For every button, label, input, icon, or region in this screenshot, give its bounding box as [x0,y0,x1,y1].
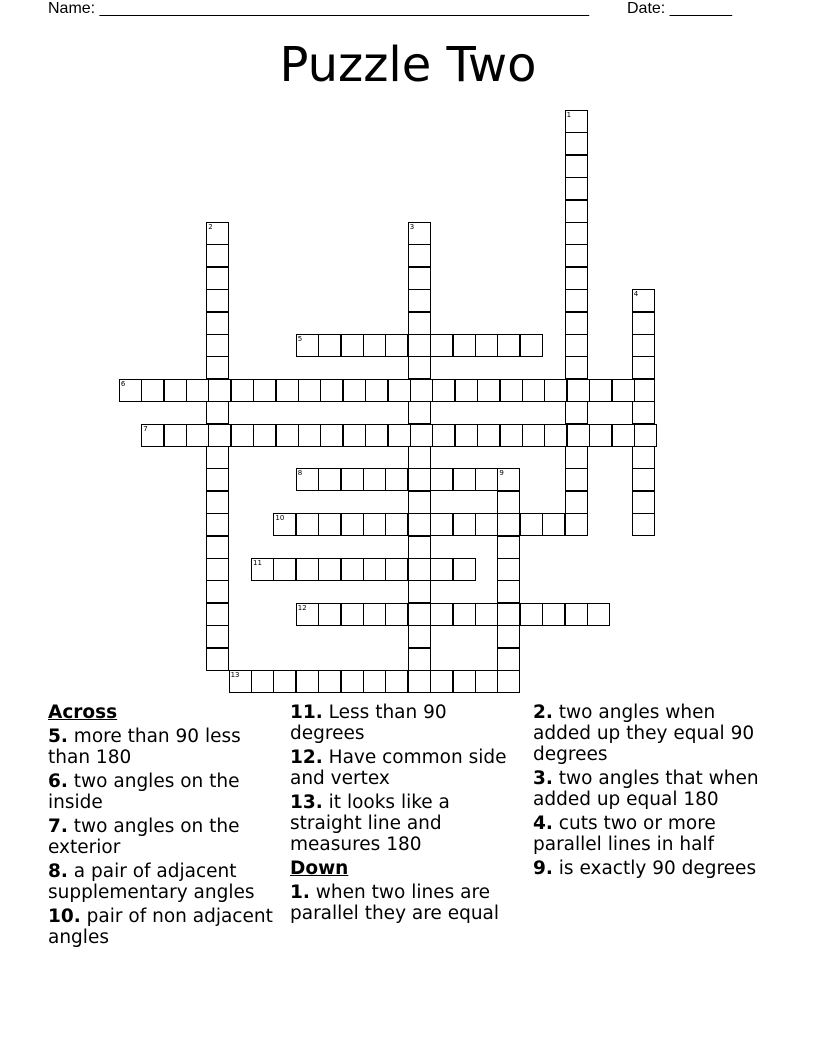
crossword-cell[interactable] [408,513,431,536]
crossword-cell[interactable] [408,491,431,514]
crossword-cell[interactable] [385,468,408,491]
crossword-cell[interactable] [497,558,520,581]
clue-text: when two lines are parallel they are equal [290,882,500,924]
crossword-cell[interactable] [231,379,254,402]
crossword-cell[interactable] [206,446,229,469]
crossword-cell[interactable] [410,424,433,447]
crossword-cell[interactable] [497,670,520,693]
clue-text: two angles that when added up equal 180 [533,768,759,810]
clue-down-1 [290,882,522,924]
crossword-cell[interactable] [206,222,229,245]
clue-across-7 [48,816,278,858]
clue-text: cuts two or more parallel lines in half [533,813,716,855]
crossword-cell[interactable] [453,558,476,581]
crossword-cell[interactable] [497,648,520,671]
crossword-cell[interactable] [363,513,386,536]
crossword-cell[interactable] [430,334,453,357]
crossword-cell[interactable] [206,289,229,312]
cell-number: 2 [208,223,213,231]
clue-down-4 [533,813,773,855]
crossword-cell[interactable] [408,580,431,603]
clue-across-6 [48,771,278,813]
crossword-cell[interactable] [408,267,431,290]
crossword-cell[interactable] [318,603,341,626]
crossword-cell[interactable] [296,670,319,693]
clue-across-10 [48,906,278,948]
crossword-cell[interactable] [612,379,635,402]
crossword-cell[interactable] [206,603,229,626]
clue-number: 7. [48,816,68,837]
crossword-cell[interactable] [296,334,319,357]
crossword-cell[interactable] [251,558,274,581]
crossword-cell[interactable] [164,379,187,402]
clue-number: 3. [533,768,553,789]
crossword-cell[interactable] [408,625,431,648]
crossword-cell[interactable] [296,513,319,536]
crossword-cell[interactable] [632,289,655,312]
crossword-cell[interactable] [343,424,366,447]
clue-across-13 [290,792,522,855]
crossword-cell[interactable] [318,670,341,693]
crossword-cell[interactable] [343,379,366,402]
crossword-cell[interactable] [296,558,319,581]
crossword-cell[interactable] [408,222,431,245]
crossword-cell[interactable] [475,513,498,536]
crossword-cell[interactable] [408,244,431,267]
crossword-cell[interactable] [318,334,341,357]
crossword-cell[interactable] [565,468,588,491]
crossword-cell[interactable] [141,379,164,402]
crossword-cell[interactable] [341,513,364,536]
crossword-cell[interactable] [385,670,408,693]
clue-text: two angles when added up they equal 90 degrees [533,702,755,765]
cell-number: 1 [566,111,572,119]
crossword-cell[interactable] [385,603,408,626]
crossword-cell[interactable] [388,424,411,447]
crossword-cell[interactable] [318,513,341,536]
crossword-cell[interactable] [408,401,431,424]
crossword-cell[interactable] [453,334,476,357]
crossword-cell[interactable] [632,513,655,536]
crossword-cell[interactable] [206,334,229,357]
crossword-cell[interactable] [206,625,229,648]
cell-number: 8 [297,469,303,478]
clue-text: more than 90 less than 180 [48,726,241,768]
crossword-cell[interactable] [430,603,453,626]
crossword-cell[interactable] [632,468,655,491]
crossword-cell[interactable] [365,379,388,402]
clues-column-2 [290,702,522,927]
clue-number: 2. [533,702,553,723]
crossword-cell[interactable] [565,132,588,155]
crossword-cell[interactable] [632,446,655,469]
down-heading: Down [290,858,349,879]
clue-text: two angles on the inside [48,771,240,813]
crossword-cell[interactable] [206,580,229,603]
clue-text: it looks like a straight line and measures 180 [290,792,450,855]
crossword-cell[interactable] [408,446,431,469]
crossword-cell[interactable] [298,424,321,447]
clue-down-2 [533,702,773,765]
crossword-cell[interactable] [565,334,588,357]
crossword-cell[interactable] [500,424,523,447]
clue-across-11 [290,702,522,744]
crossword-cell[interactable] [522,379,545,402]
crossword-cell[interactable] [341,334,364,357]
crossword-cell[interactable] [565,289,588,312]
crossword-cell[interactable] [408,289,431,312]
crossword-cell[interactable] [408,356,431,379]
crossword-cell[interactable] [632,334,655,357]
crossword-cell[interactable] [477,379,500,402]
name-label: Name: _______________________________________________________ [48,0,589,17]
clue-number: 11. [290,702,323,723]
crossword-cell[interactable] [520,334,543,357]
crossword-cell[interactable] [565,200,588,223]
clue-text: is exactly 90 degrees [558,858,757,879]
clue-number: 1. [290,882,310,903]
crossword-cell[interactable] [276,424,299,447]
cell-number: 3 [409,223,415,231]
crossword-cell[interactable] [453,468,476,491]
crossword-cell[interactable] [296,603,319,626]
crossword-cell[interactable] [565,356,588,379]
crossword-cell[interactable] [430,670,453,693]
crossword-cell[interactable] [206,267,229,290]
crossword-cell[interactable] [477,424,500,447]
crossword-cell[interactable] [542,603,565,626]
clues-column-1 [48,702,278,951]
crossword-cell[interactable] [208,424,231,447]
across-heading: Across [48,702,118,723]
crossword-cell[interactable] [385,558,408,581]
crossword-cell[interactable] [475,603,498,626]
crossword-cell[interactable] [432,379,455,402]
crossword-cell[interactable] [186,424,209,447]
crossword-cell[interactable] [565,222,588,245]
crossword-cell[interactable] [497,580,520,603]
cell-number: 11 [253,559,262,567]
crossword-cell[interactable] [363,334,386,357]
crossword-cell[interactable] [544,424,567,447]
crossword-cell[interactable] [273,513,296,536]
crossword-cell[interactable] [186,379,209,402]
crossword-cell[interactable] [408,648,431,671]
crossword-cell[interactable] [589,424,612,447]
crossword-cell[interactable] [296,468,319,491]
crossword-cell[interactable] [408,312,431,335]
crossword-cell[interactable] [388,379,411,402]
crossword-cell[interactable] [475,468,498,491]
crossword-cell[interactable] [341,670,364,693]
crossword-cell[interactable] [363,670,386,693]
cell-number: 5 [297,335,303,343]
crossword-cell[interactable] [365,424,388,447]
crossword-cell[interactable] [408,558,431,581]
cell-number: 12 [297,603,307,612]
cell-number: 4 [633,290,639,299]
crossword-cell[interactable] [276,379,299,402]
crossword-cell[interactable] [430,513,453,536]
puzzle-title: Puzzle Two [279,37,537,93]
cell-number: 7 [143,424,148,433]
crossword-cell[interactable] [632,401,655,424]
crossword-cell[interactable] [567,424,590,447]
crossword-cell[interactable] [430,468,453,491]
crossword-cell[interactable] [430,558,453,581]
crossword-cell[interactable] [229,670,252,693]
crossword-cell[interactable] [455,424,478,447]
crossword-cell[interactable] [453,603,476,626]
crossword-cell[interactable] [318,468,341,491]
crossword-cell[interactable] [206,312,229,335]
crossword-cell[interactable] [208,379,231,402]
crossword-cell[interactable] [408,468,431,491]
crossword-cell[interactable] [206,356,229,379]
crossword-cell[interactable] [253,424,276,447]
clue-text: Less than 90 degrees [290,702,447,744]
crossword-cell[interactable] [565,513,588,536]
clue-text: pair of non adjacent angles [48,906,273,948]
clue-number: 8. [48,861,68,882]
crossword-cell[interactable] [363,558,386,581]
cell-number: 6 [120,379,126,388]
crossword-cell[interactable] [632,356,655,379]
crossword-cell[interactable] [408,603,431,626]
crossword-cell[interactable] [565,244,588,267]
crossword-cell[interactable] [341,603,364,626]
crossword-cell[interactable] [475,670,498,693]
clue-number: 12. [290,747,323,768]
crossword-cell[interactable] [320,379,343,402]
crossword-cell[interactable] [567,379,590,402]
clue-down-3 [533,768,773,810]
crossword-cell[interactable] [341,468,364,491]
clue-number: 10. [48,906,81,927]
crossword-cell[interactable] [385,513,408,536]
cell-number: 13 [230,671,240,679]
crossword-cell[interactable] [522,424,545,447]
crossword-cell[interactable] [273,558,296,581]
crossword-cell[interactable] [497,513,520,536]
crossword-cell[interactable] [206,648,229,671]
crossword-cell[interactable] [206,558,229,581]
crossword-cell[interactable] [565,177,588,200]
crossword-cell[interactable] [565,155,588,178]
crossword-cell[interactable] [273,670,296,693]
crossword-cell[interactable] [453,513,476,536]
crossword-cell[interactable] [520,603,543,626]
clue-text: two angles on the exterior [48,816,240,858]
crossword-cell[interactable] [497,334,520,357]
crossword-cell[interactable] [565,603,588,626]
crossword-cell[interactable] [632,312,655,335]
crossword-cell[interactable] [251,670,274,693]
clues-column-3 [533,702,773,882]
crossword-cell[interactable] [231,424,254,447]
clue-text: a pair of adjacent supplementary angles [48,861,255,903]
crossword-cell[interactable] [432,424,455,447]
crossword-cell[interactable] [341,558,364,581]
crossword-cell[interactable] [206,244,229,267]
crossword-cell[interactable] [453,670,476,693]
crossword-cell[interactable] [206,536,229,559]
crossword-cell[interactable] [565,110,588,133]
crossword-cell[interactable] [589,379,612,402]
crossword-cell[interactable] [320,424,343,447]
crossword-cell[interactable] [119,379,142,402]
crossword-cell[interactable] [632,491,655,514]
crossword-cell[interactable] [385,334,408,357]
clue-number: 4. [533,813,553,834]
clue-across-12 [290,747,522,789]
crossword-cell[interactable] [363,603,386,626]
crossword-cell[interactable] [497,536,520,559]
crossword-cell[interactable] [206,513,229,536]
crossword-cell[interactable] [298,379,321,402]
crossword-cell[interactable] [632,379,655,402]
crossword-cell[interactable] [544,379,567,402]
clue-across-5 [48,726,278,768]
crossword-cell[interactable] [475,334,498,357]
date-label: Date: _______ [627,0,732,17]
clue-number: 5. [48,726,68,747]
crossword-cell[interactable] [565,401,588,424]
crossword-cell[interactable] [587,603,610,626]
clue-text: Have common side and vertex [290,747,507,789]
crossword-cell[interactable] [206,491,229,514]
clue-number: 13. [290,792,323,813]
crossword-cell[interactable] [318,558,341,581]
clue-number: 6. [48,771,68,792]
crossword-cell[interactable] [497,468,520,491]
crossword-cell[interactable] [164,424,187,447]
crossword-cell[interactable] [612,424,635,447]
crossword-cell[interactable] [410,379,433,402]
crossword-cell[interactable] [565,312,588,335]
clue-down-9 [533,858,773,879]
crossword-cell[interactable] [253,379,276,402]
crossword-cell[interactable] [455,379,478,402]
crossword-cell[interactable] [500,379,523,402]
crossword-cell[interactable] [408,536,431,559]
crossword-cell[interactable] [141,424,164,447]
crossword-cell[interactable] [497,603,520,626]
cell-number: 10 [275,514,285,523]
clue-across-8 [48,861,278,903]
crossword-cell[interactable] [634,424,657,447]
crossword-cell[interactable] [497,491,520,514]
cell-number: 9 [499,469,504,478]
crossword-cell[interactable] [206,468,229,491]
crossword-cell[interactable] [565,446,588,469]
crossword-cell[interactable] [363,468,386,491]
crossword-cell[interactable] [408,334,431,357]
crossword-cell[interactable] [497,625,520,648]
crossword-cell[interactable] [565,491,588,514]
crossword-cell[interactable] [520,513,543,536]
crossword-cell[interactable] [542,513,565,536]
crossword-cell[interactable] [408,670,431,693]
crossword-cell[interactable] [206,401,229,424]
crossword-cell[interactable] [565,267,588,290]
clue-number: 9. [533,858,553,879]
